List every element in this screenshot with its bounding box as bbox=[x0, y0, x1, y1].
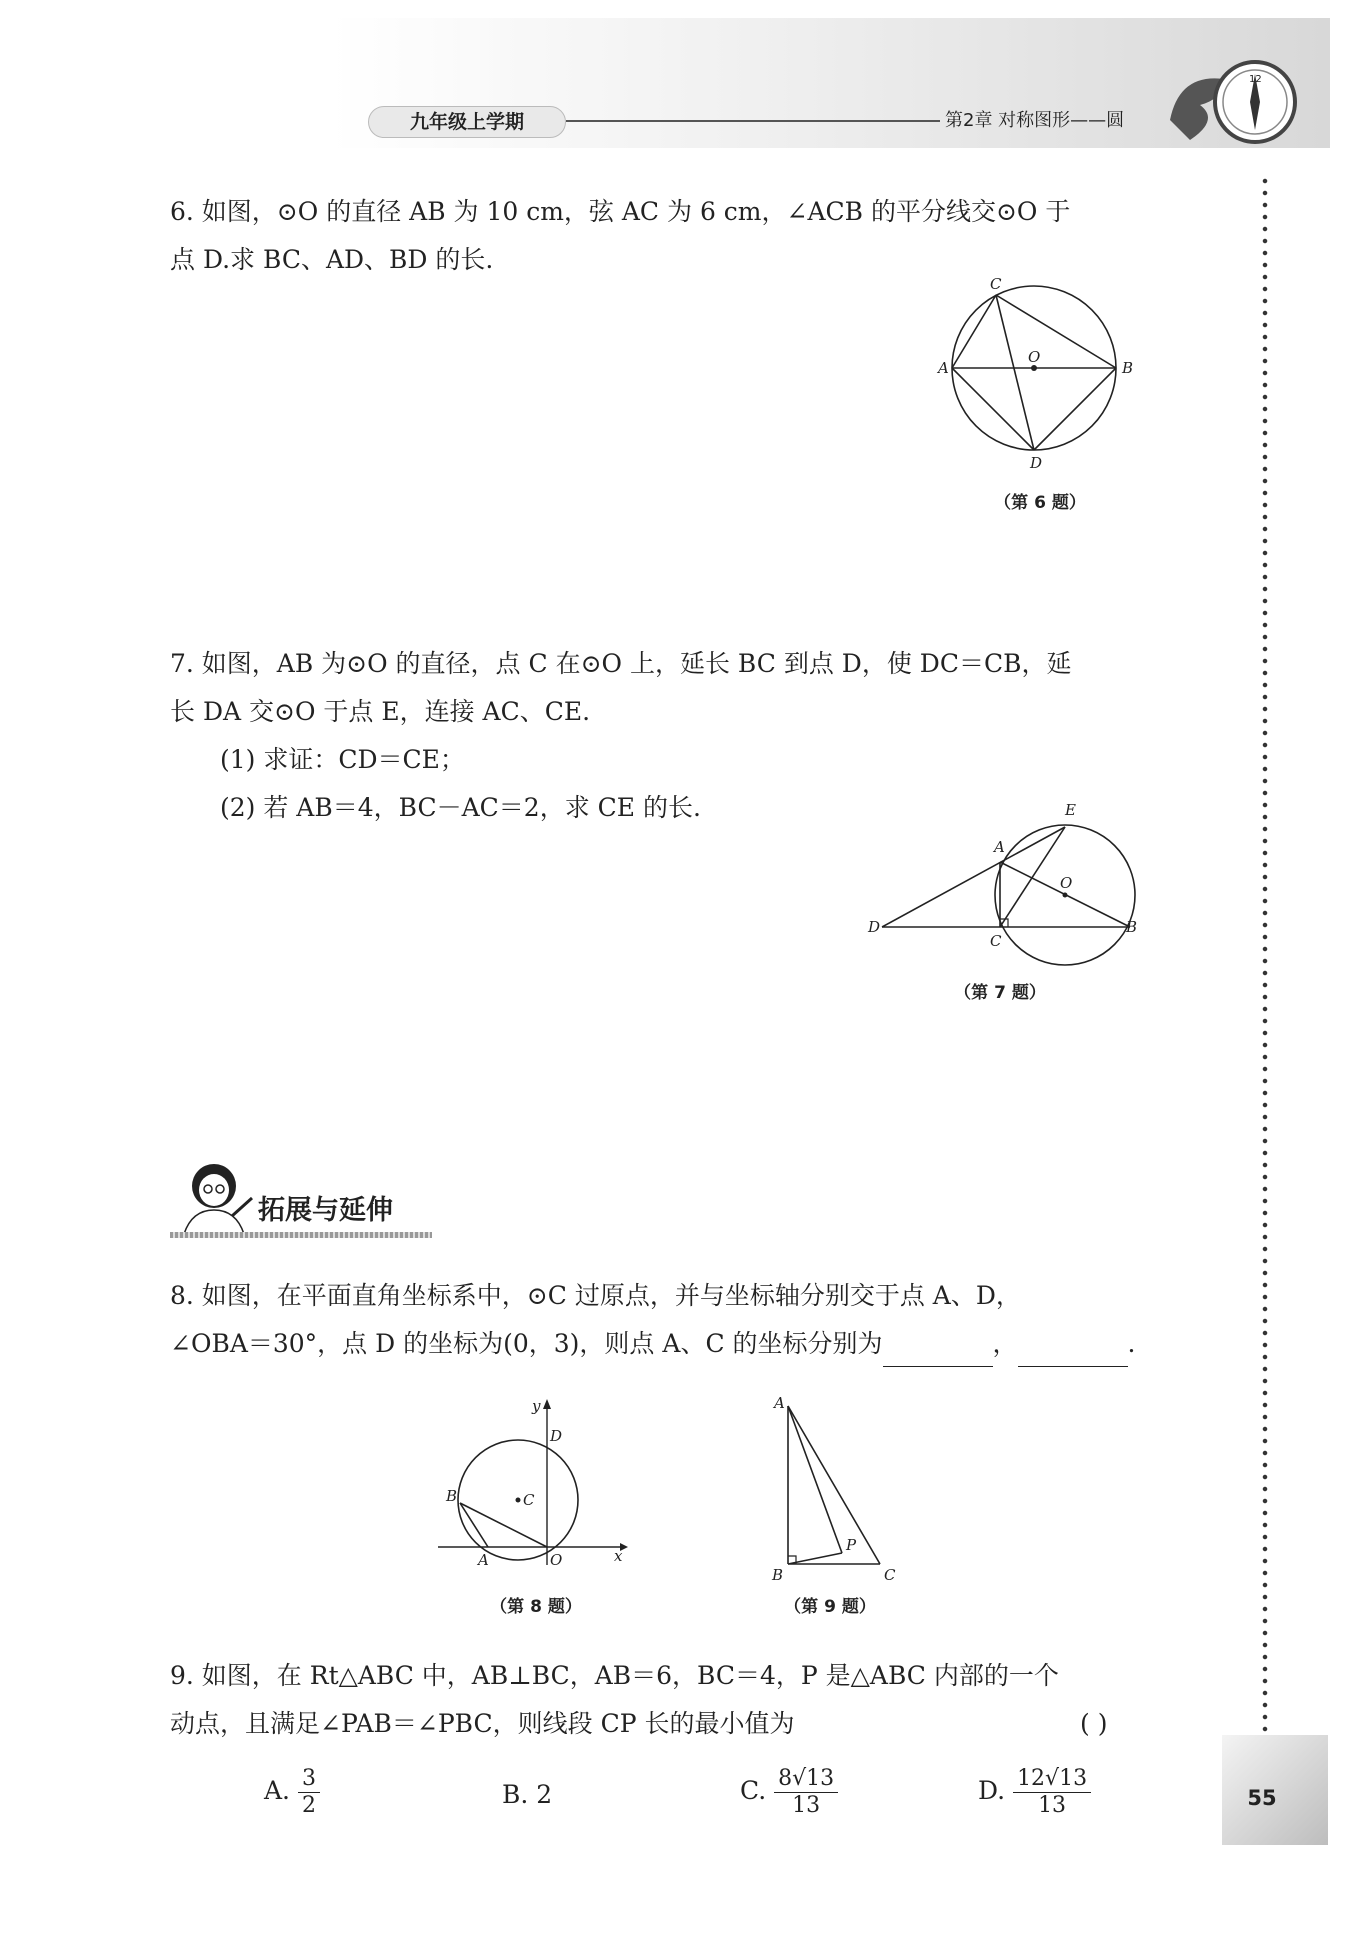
margin-dotted-line bbox=[1262, 175, 1268, 1735]
q8-label-o: O bbox=[550, 1551, 563, 1569]
q6-label-a: A bbox=[938, 359, 949, 377]
q8-line1: 8. 如图，在平面直角坐标系中，⊙C 过原点，并与坐标轴分别交于点 A、D， bbox=[170, 1281, 1021, 1310]
q8-label-x: x bbox=[614, 1547, 623, 1565]
q9-line2: 动点，且满足∠PAB＝∠PBC，则线段 CP 长的最小值为 bbox=[170, 1709, 795, 1738]
q7-part2: (2) 若 AB＝4，BC－AC＝2，求 CE 的长. bbox=[220, 793, 701, 822]
q9-option-b-value: 2 bbox=[536, 1780, 553, 1809]
q6-figure bbox=[930, 270, 1140, 480]
q6-line1: 6. 如图，⊙O 的直径 AB 为 10 cm，弦 AC 为 6 cm，∠ACB 的平分线交⊙O 于 bbox=[170, 197, 1071, 226]
q8-answer-blank-a[interactable] bbox=[883, 1340, 993, 1367]
q6-label-c: C bbox=[990, 275, 1002, 293]
q9-option-d-label: D. bbox=[978, 1776, 1006, 1805]
q6-line2: 点 D.求 BC、AD、BD 的长. bbox=[170, 245, 494, 274]
grade-label: 九年级上学期 bbox=[368, 106, 566, 138]
q8-label-b: B bbox=[446, 1487, 458, 1505]
q9-option-a[interactable] bbox=[264, 1766, 320, 1819]
q9-option-a-fraction: $\frac{3}{2}$ bbox=[298, 1766, 320, 1819]
q7-part1: (1) 求证：CD＝CE； bbox=[220, 745, 465, 774]
q7-line2: 长 DA 交⊙O 于点 E，连接 AC、CE. bbox=[170, 697, 591, 726]
q8-label-c: C bbox=[523, 1491, 535, 1509]
q7-caption: （第 7 题） bbox=[954, 983, 1046, 1003]
q8-line2 bbox=[170, 1320, 1170, 1367]
q9-option-b[interactable] bbox=[502, 1780, 552, 1809]
section-underline bbox=[170, 1232, 432, 1238]
q7-label-a: A bbox=[994, 838, 1005, 856]
page-number: 55 bbox=[1247, 1786, 1277, 1810]
chapter-title: 第2章 对称图形——圆 bbox=[945, 110, 1125, 131]
svg-text:12: 12 bbox=[1249, 74, 1262, 85]
section-title: 拓展与延伸 bbox=[258, 1195, 393, 1226]
q7-label-d: D bbox=[868, 918, 881, 936]
q9-option-b-label: B. bbox=[502, 1780, 529, 1809]
q9-option-c[interactable] bbox=[740, 1766, 838, 1819]
q8-caption: （第 8 题） bbox=[490, 1597, 582, 1617]
q8-label-a: A bbox=[478, 1551, 489, 1569]
compass-logo-icon bbox=[1160, 50, 1310, 150]
q9-answer-bracket[interactable]: ( ) bbox=[1080, 1709, 1108, 1738]
q9-figure bbox=[760, 1392, 910, 1582]
q7-label-o: O bbox=[1060, 874, 1073, 892]
q7-line1: 7. 如图，AB 为⊙O 的直径，点 C 在⊙O 上，延长 BC 到点 D，使 DC＝CB，延 bbox=[170, 649, 1072, 678]
q8-answer-blank-c[interactable] bbox=[1018, 1340, 1128, 1367]
q9-caption: （第 9 题） bbox=[784, 1597, 876, 1617]
q8-line2-end: . bbox=[1127, 1329, 1136, 1358]
q9-label-p: P bbox=[846, 1536, 857, 1554]
q7-figure bbox=[860, 800, 1150, 975]
q9-label-a: A bbox=[774, 1394, 785, 1412]
q9-label-c: C bbox=[884, 1566, 896, 1582]
q8-label-d: D bbox=[550, 1427, 563, 1445]
teacher-avatar-icon bbox=[172, 1158, 256, 1236]
q9-label-b: B bbox=[772, 1566, 784, 1582]
q6-label-o: O bbox=[1028, 348, 1041, 366]
q7-label-b: B bbox=[1126, 918, 1138, 936]
q8-line2-prefix: ∠OBA＝30°，点 D 的坐标为(0，3)，则点 A、C 的坐标分别为 bbox=[170, 1329, 883, 1358]
q8-line2-sep: ， bbox=[992, 1329, 1018, 1358]
q7-label-e: E bbox=[1065, 801, 1076, 819]
q9-option-d[interactable] bbox=[978, 1766, 1091, 1819]
q6-label-d: D bbox=[1030, 454, 1043, 472]
header-rule bbox=[566, 120, 940, 122]
q9-option-c-label: C. bbox=[740, 1776, 767, 1805]
q8-figure bbox=[430, 1395, 630, 1575]
q9-option-d-fraction: $\frac{12√13}{13}$ bbox=[1013, 1766, 1091, 1819]
q9-line1: 9. 如图，在 Rt△ABC 中，AB⊥BC，AB＝6，BC＝4，P 是△ABC 内部的一个 bbox=[170, 1661, 1059, 1690]
q9-option-c-fraction: $\frac{8√13}{13}$ bbox=[774, 1766, 838, 1819]
q8-label-y: y bbox=[532, 1397, 541, 1415]
q9-option-a-label: A. bbox=[264, 1776, 291, 1805]
q6-label-b: B bbox=[1122, 359, 1134, 377]
q6-caption: （第 6 题） bbox=[994, 493, 1086, 513]
q7-label-c: C bbox=[990, 932, 1002, 950]
